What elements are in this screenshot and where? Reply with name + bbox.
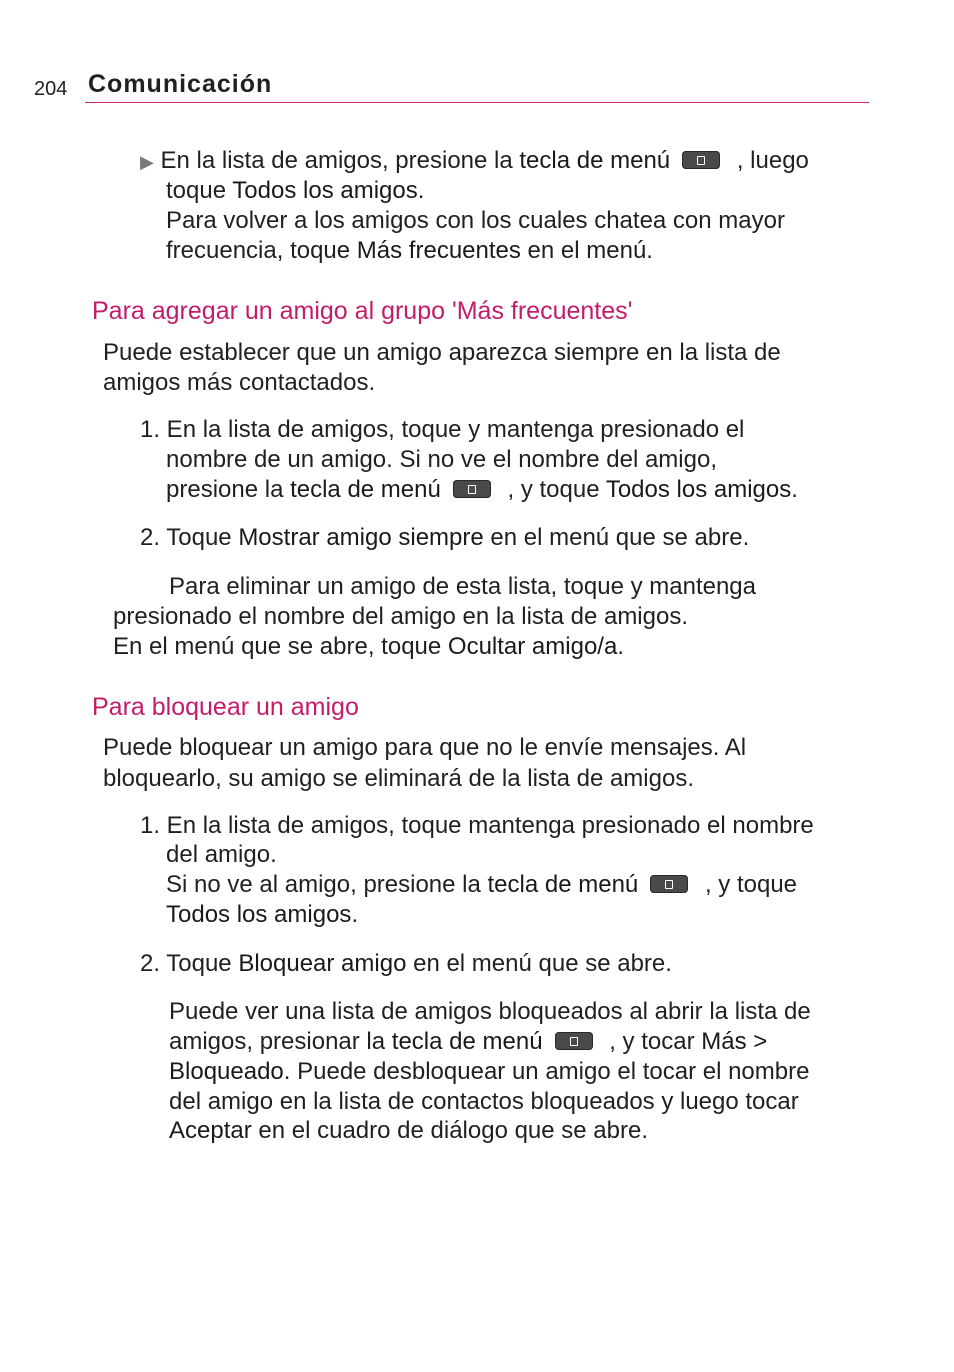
s2-note-line-3 [169, 1057, 809, 1087]
s1-step2 [140, 523, 749, 553]
s2-paragraph-line-2: bloquearlo, su amigo se eliminará de la lista de amigos. [103, 765, 694, 792]
s1-note-line-3 [113, 632, 624, 662]
ui-term: Bloqueado [169, 1058, 284, 1085]
menu-key-icon [555, 1032, 593, 1050]
ui-term: Bloquear amigo [238, 950, 407, 977]
text: . Puede desbloquear un amigo el tocar el nombre [283, 1058, 810, 1085]
ui-term: Todos los amigos [232, 177, 418, 204]
text: en el menú que se abre. [483, 524, 750, 551]
text: en el menú que se abre. [406, 950, 672, 977]
s2-step1-line-3 [166, 870, 797, 900]
s1-paragraph-line-2: amigos más contactados. [103, 369, 376, 396]
ui-term: Mostrar amigo siempre [238, 524, 484, 551]
text: 2. Toque [140, 950, 239, 977]
text: en el menú. [520, 237, 653, 264]
s2-note-line-4: del amigo en la lista de contactos bloqueados y luego tocar [169, 1088, 799, 1115]
s2-note-line-2 [169, 1027, 767, 1057]
text: En el menú que se abre, toque [113, 633, 448, 660]
ui-term: Ocultar amigo/a [447, 633, 618, 660]
s1-note-line-1: Para eliminar un amigo de esta lista, toque y mantenga [169, 573, 757, 600]
s2-step2 [140, 949, 672, 979]
menu-key-icon [650, 875, 688, 893]
ui-term: Aceptar [169, 1117, 252, 1144]
ui-term: Todos los amigos [605, 476, 792, 503]
s1-step1-line-2: nombre de un amigo. Si no ve el nombre del amigo, [166, 446, 717, 473]
text: frecuencia, toque [166, 237, 357, 264]
menu-key-label: tecla de menú [519, 147, 671, 174]
text: , y tocar [602, 1028, 702, 1055]
s1-step1-line-1: 1. En la lista de amigos, toque y mantenga presionado el [140, 416, 745, 443]
text: Si no ve al amigo, presione la [166, 871, 488, 898]
text: presione la [166, 476, 291, 503]
text: en el cuadro de diálogo que se abre. [251, 1117, 649, 1144]
intro-line-2 [166, 176, 424, 206]
ui-term: Todos los amigos [166, 901, 352, 928]
text: . [351, 901, 359, 928]
menu-key-label: tecla de menú [487, 871, 639, 898]
s2-step1-line-1: 1. En la lista de amigos, toque mantenga presionado el nombre [140, 812, 814, 839]
menu-key-label: tecla de menú [290, 476, 441, 503]
intro-line-1 [140, 146, 809, 177]
heading-add-frequent: Para agregar un amigo al grupo 'Más frecuentes' [92, 297, 633, 325]
ui-term: Más frecuentes [356, 237, 521, 264]
bullet-arrow-icon: ▶ [140, 152, 154, 172]
s1-note-line-2: presionado el nombre del amigo en la lista de amigos. [113, 603, 689, 630]
s2-note-line-1: Puede ver una lista de amigos bloqueados al abrir la lista de [169, 998, 811, 1025]
menu-key-label: tecla de menú [391, 1028, 543, 1055]
text: , y toque [500, 476, 606, 503]
s2-paragraph-line-1: Puede bloquear un amigo para que no le envíe mensajes. Al [103, 734, 747, 761]
text: En la lista de amigos, presione la [160, 147, 520, 174]
s2-step1-line-4 [166, 900, 358, 930]
s2-step1-line-2: del amigo. [166, 841, 277, 868]
page-number: 204 [34, 78, 68, 100]
intro-line-3: Para volver a los amigos con los cuales chatea con mayor [166, 207, 785, 234]
heading-block-friend: Para bloquear un amigo [92, 693, 359, 721]
text: toque [166, 177, 233, 204]
s2-note-line-5 [169, 1116, 648, 1146]
text: . [417, 177, 425, 204]
text: . [617, 633, 624, 660]
ui-term: Más > [701, 1028, 768, 1055]
menu-key-icon [682, 151, 720, 169]
text: amigos, presionar la [169, 1028, 392, 1055]
s1-step1-line-3 [166, 475, 798, 505]
text: . [791, 476, 798, 503]
section-title: Comunicación [88, 70, 273, 98]
menu-key-icon [453, 480, 491, 498]
text: , y toque [698, 871, 798, 898]
header-rule [85, 102, 869, 103]
s1-paragraph-line-1: Puede establecer que un amigo aparezca siempre en la lista de [103, 339, 781, 366]
text: , luego [730, 147, 809, 174]
text: 2. Toque [140, 524, 239, 551]
intro-line-4 [166, 236, 653, 266]
